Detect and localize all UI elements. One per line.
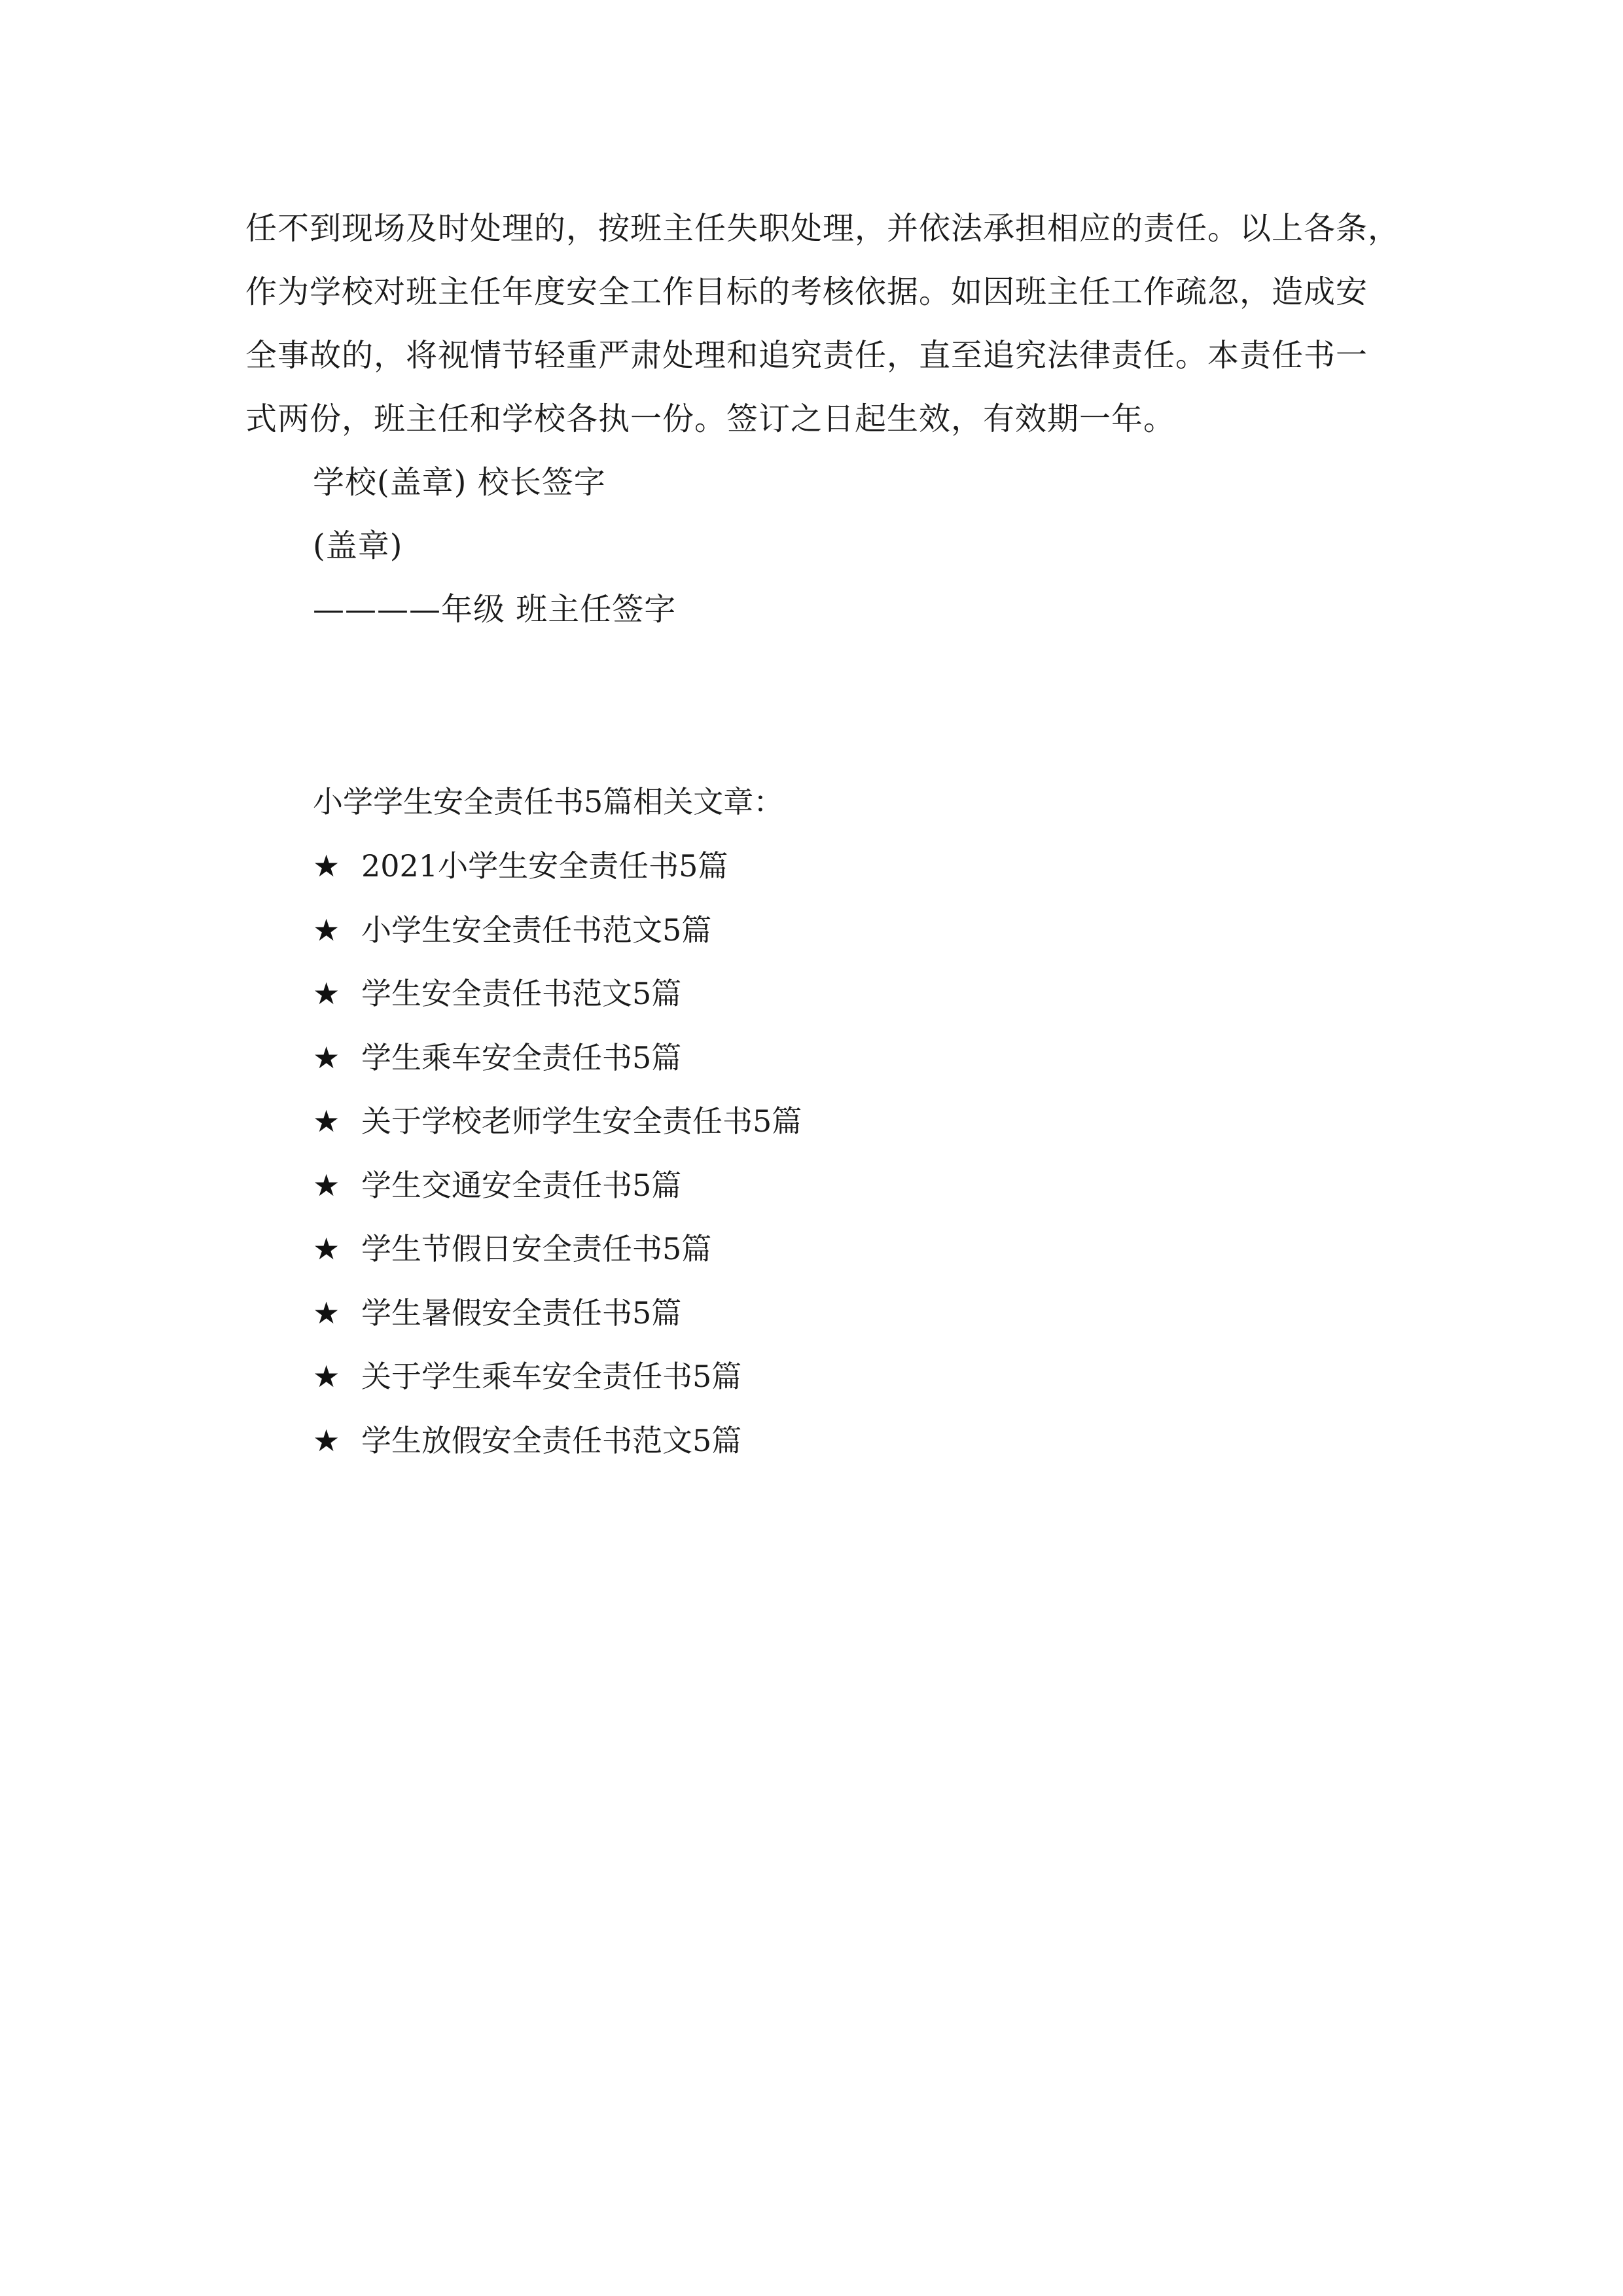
related-article-link[interactable] bbox=[313, 975, 802, 1039]
star-icon: ★ bbox=[313, 976, 340, 1011]
related-articles-title: 小学学生安全责任书5篇相关文章： bbox=[313, 784, 784, 819]
related-article-link[interactable] bbox=[313, 847, 802, 911]
body-line: 全事故的，将视情节轻重严肃处理和追究责任，直至追究法律责任。本责任书一 bbox=[245, 337, 1368, 374]
star-icon: ★ bbox=[313, 1359, 340, 1394]
related-article-title[interactable]: 关于学生乘车安全责任书5篇 bbox=[361, 1359, 742, 1394]
related-article-title[interactable]: 学生放假安全责任书范文5篇 bbox=[361, 1422, 742, 1458]
star-icon: ★ bbox=[313, 1103, 340, 1139]
related-article-link[interactable] bbox=[313, 1230, 802, 1294]
related-article-link[interactable] bbox=[313, 1166, 802, 1230]
related-articles-list bbox=[313, 847, 802, 1485]
related-article-title[interactable]: 学生节假日安全责任书5篇 bbox=[361, 1231, 712, 1266]
school-signature-line: 学校(盖章) 校长签字 bbox=[313, 464, 606, 501]
seal-line: (盖章) bbox=[313, 528, 403, 564]
related-article-title[interactable]: 小学生安全责任书范文5篇 bbox=[361, 912, 712, 948]
related-article-title[interactable]: 学生暑假安全责任书5篇 bbox=[361, 1295, 682, 1331]
related-article-link[interactable] bbox=[313, 1294, 802, 1358]
body-line: 作为学校对班主任年度安全工作目标的考核依据。如因班主任工作疏忽，造成安 bbox=[245, 274, 1368, 310]
body-line: 式两份，班主任和学校各执一份。签订之日起生效，有效期一年。 bbox=[245, 401, 1176, 437]
star-icon: ★ bbox=[313, 848, 340, 884]
star-icon: ★ bbox=[313, 1231, 340, 1266]
star-icon: ★ bbox=[313, 1039, 340, 1075]
related-article-title[interactable]: 学生交通安全责任书5篇 bbox=[361, 1167, 682, 1203]
related-article-title[interactable]: 关于学校老师学生安全责任书5篇 bbox=[361, 1103, 802, 1139]
related-article-link[interactable] bbox=[313, 1102, 802, 1166]
body-line: 任不到现场及时处理的，按班主任失职处理，并依法承担相应的责任。以上各条， bbox=[245, 210, 1400, 247]
related-article-link[interactable] bbox=[313, 911, 802, 975]
star-icon: ★ bbox=[313, 912, 340, 948]
star-icon: ★ bbox=[313, 1167, 340, 1203]
grade-signature-line: ————年级 班主任签字 bbox=[313, 591, 677, 628]
star-icon: ★ bbox=[313, 1422, 340, 1458]
star-icon: ★ bbox=[313, 1295, 340, 1331]
related-article-title[interactable]: 学生安全责任书范文5篇 bbox=[361, 976, 682, 1011]
related-article-link[interactable] bbox=[313, 1422, 802, 1486]
related-article-link[interactable] bbox=[313, 1039, 802, 1103]
related-article-link[interactable] bbox=[313, 1357, 802, 1422]
related-article-title[interactable]: 2021小学生安全责任书5篇 bbox=[361, 848, 728, 884]
related-article-title[interactable]: 学生乘车安全责任书5篇 bbox=[361, 1039, 682, 1075]
